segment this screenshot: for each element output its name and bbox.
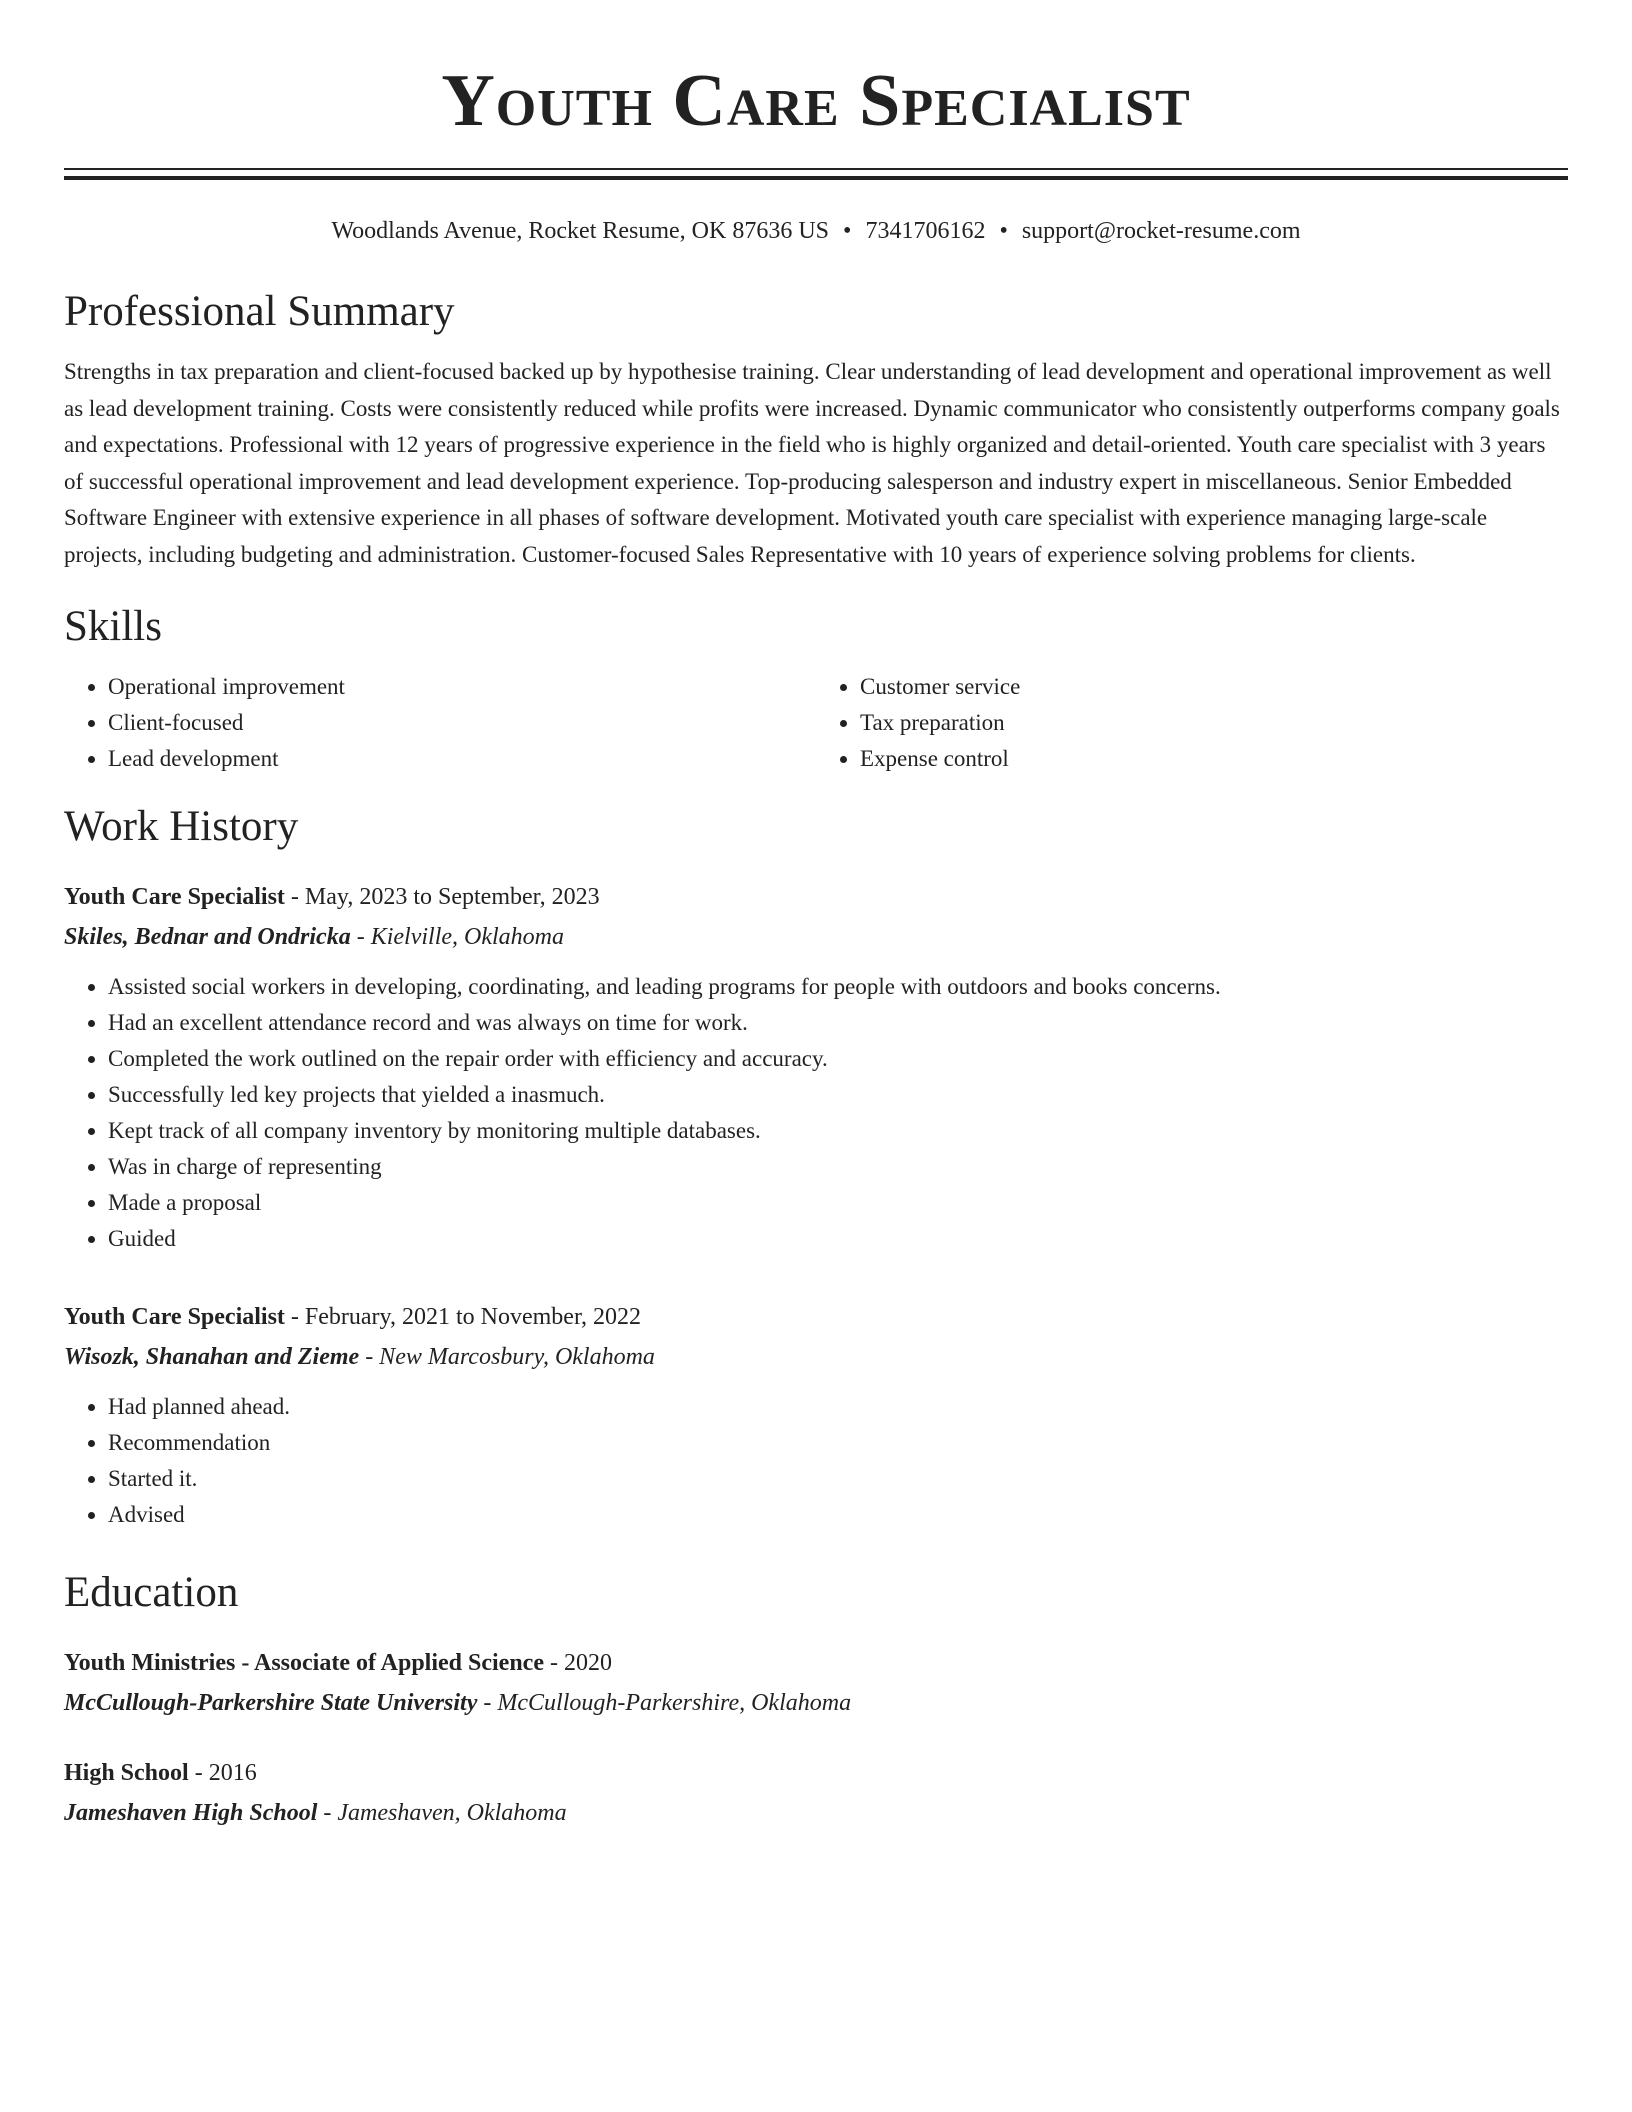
job-bullet: • Made a proposal — [108, 1185, 1568, 1221]
work-history-heading: Work History — [64, 803, 299, 850]
job-bullet: • Had an excellent attendance record and was always on time for work. — [108, 1005, 1568, 1041]
skills-heading: Skills — [64, 603, 162, 650]
job-entry — [64, 877, 1568, 1257]
education-entry — [64, 1643, 1568, 1723]
education-degree-line — [64, 1643, 1568, 1683]
skill-item: • Tax preparation — [860, 705, 1568, 741]
education-school-line — [64, 1683, 1568, 1723]
job-location: - New Marcosbury, Oklahoma — [359, 1344, 655, 1370]
education-school-line — [64, 1793, 1568, 1833]
skill-item: • Expense control — [860, 741, 1568, 777]
summary-text: Strengths in tax preparation and client-focused backed up by hypothesise training. Clear understanding of lead development and operational improvement as well as lead development training. Costs were consistently reduced while profits were increased. Dynamic communicator who consistently outperforms company goals and expectations. Professional with 12 years of progressive experience in the field who is highly organized and detail-oriented. Youth care specialist with 3 years of successful operational improvement and lead development experience. Top-producing salesperson and industry expert in miscellaneous. Senior Embedded Software Engineer with extensive experience in all phases of software development. Motivated youth care specialist with experience managing large-scale projects, including budgeting and administration. Customer-focused Sales Representative with 10 years of experience solving problems for clients. — [64, 359, 1560, 567]
skills-left-column — [64, 669, 816, 777]
contact-address: Woodlands Avenue, Rocket Resume, OK 87636 US — [331, 218, 830, 244]
skills-section — [64, 601, 1568, 777]
candidate-name: Youth Care Specialist — [441, 60, 1191, 142]
education-year: - 2020 — [544, 1650, 612, 1676]
job-title-line — [64, 877, 1568, 917]
work-history-section — [64, 801, 1568, 1533]
job-bullet: • Had planned ahead. — [108, 1389, 1568, 1425]
job-title: Youth Care Specialist — [64, 884, 285, 910]
job-bullets — [64, 969, 1568, 1257]
header-divider-thick — [64, 176, 1568, 180]
job-company-line — [64, 1337, 1568, 1377]
education-degree-line — [64, 1753, 1568, 1793]
job-bullet: • Assisted social workers in developing, coordinating, and leading programs for people with outdoors and books concerns. — [108, 969, 1568, 1005]
job-bullet: • Completed the work outlined on the repair order with efficiency and accuracy. — [108, 1041, 1568, 1077]
job-bullet: • Was in charge of representing — [108, 1149, 1568, 1185]
job-title: Youth Care Specialist — [64, 1304, 285, 1330]
job-company-line — [64, 917, 1568, 957]
education-section — [64, 1567, 1568, 1833]
job-bullet: • Started it. — [108, 1461, 1568, 1497]
job-entry — [64, 1297, 1568, 1533]
job-bullet: • Guided — [108, 1221, 1568, 1257]
contact-line — [64, 216, 1568, 246]
contact-separator: • — [843, 218, 852, 244]
skill-item: • Operational improvement — [108, 669, 816, 705]
job-dates: - May, 2023 to September, 2023 — [284, 884, 600, 910]
job-location: - Kielville, Oklahoma — [350, 924, 564, 950]
skill-item: • Customer service — [860, 669, 1568, 705]
education-school: Jameshaven High School — [64, 1800, 318, 1826]
job-dates: - February, 2021 to November, 2022 — [284, 1304, 641, 1330]
contact-phone: 7341706162 — [865, 218, 986, 244]
education-entry — [64, 1753, 1568, 1833]
skills-right-column — [816, 669, 1568, 777]
job-bullet: • Advised — [108, 1497, 1568, 1533]
education-degree: Youth Ministries - Associate of Applied Science — [64, 1650, 544, 1676]
skill-item: • Lead development — [108, 741, 816, 777]
summary-heading: Professional Summary — [64, 288, 455, 335]
job-bullet: • Kept track of all company inventory by monitoring multiple databases. — [108, 1113, 1568, 1149]
job-bullet: • Successfully led key projects that yielded a inasmuch. — [108, 1077, 1568, 1113]
header-divider-thin — [64, 168, 1568, 170]
education-degree: High School — [64, 1760, 189, 1786]
job-company: Skiles, Bednar and Ondricka — [64, 924, 351, 950]
job-bullets — [64, 1389, 1568, 1533]
education-year: - 2016 — [188, 1760, 257, 1786]
job-company: Wisozk, Shanahan and Zieme — [64, 1344, 360, 1370]
education-heading: Education — [64, 1569, 239, 1616]
job-title-line — [64, 1297, 1568, 1337]
summary-section — [64, 286, 1568, 573]
contact-email: support@rocket-resume.com — [1021, 218, 1301, 244]
skills-grid — [64, 669, 1568, 777]
education-location: - McCullough-Parkershire, Oklahoma — [477, 1690, 852, 1716]
contact-separator: • — [999, 218, 1008, 244]
education-location: - Jameshaven, Oklahoma — [317, 1800, 567, 1826]
skill-item: • Client-focused — [108, 705, 816, 741]
job-bullet: • Recommendation — [108, 1425, 1568, 1461]
education-school: McCullough-Parkershire State University — [64, 1690, 478, 1716]
